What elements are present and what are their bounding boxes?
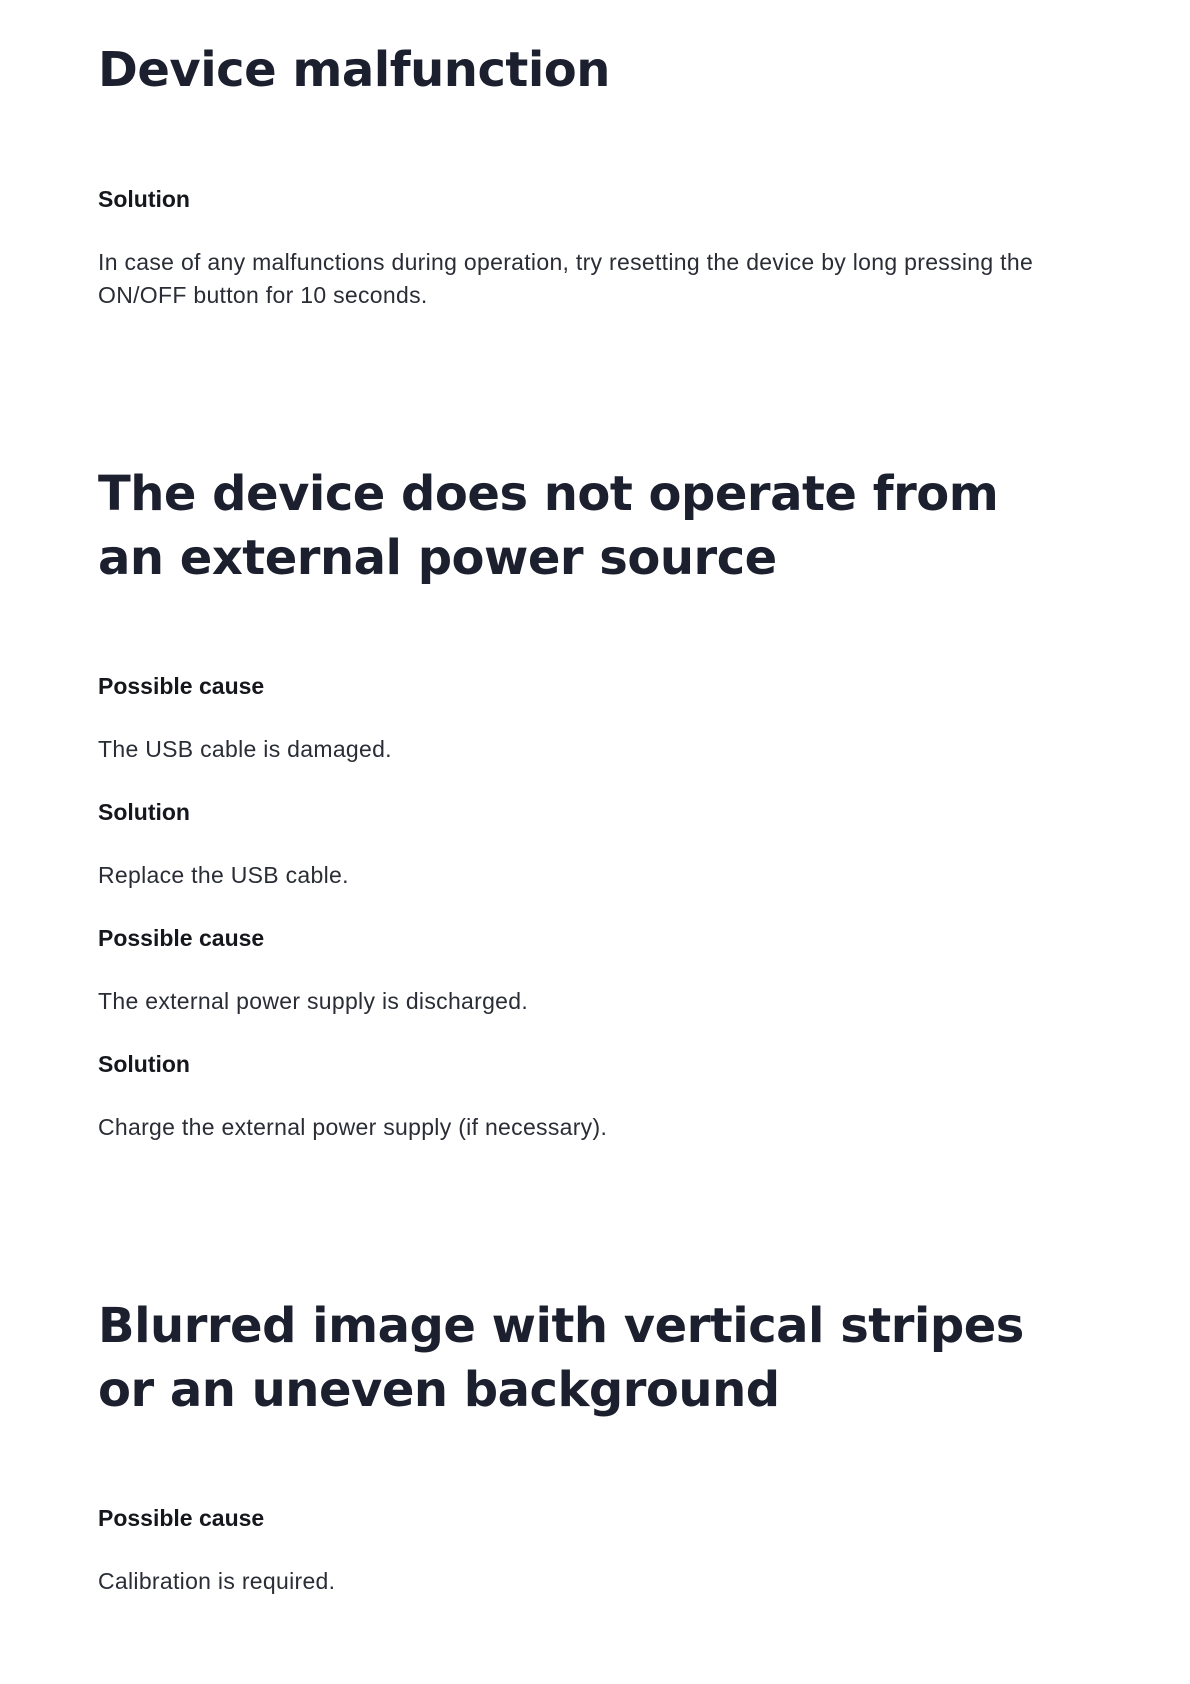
section-heading-no-external-power: The device does not operate from an external power source	[98, 466, 999, 586]
possible-cause-label: Possible cause	[98, 673, 265, 699]
possible-cause-text: The external power supply is discharged.	[98, 988, 529, 1014]
solution-text: In case of any malfunctions during operation, try resetting the device by long pressing the ON/OFF button for 10 seconds.	[98, 249, 1034, 308]
solution-text: Replace the USB cable.	[98, 862, 349, 888]
solution-label: Solution	[98, 799, 190, 825]
possible-cause-text: The USB cable is damaged.	[98, 736, 392, 762]
possible-cause-label: Possible cause	[98, 1505, 265, 1531]
solution-text: Charge the external power supply (if necessary).	[98, 1114, 608, 1140]
possible-cause-label: Possible cause	[98, 925, 265, 951]
solution-label: Solution	[98, 1051, 190, 1077]
possible-cause-text: Calibration is required.	[98, 1568, 336, 1594]
section-heading-blurred-image: Blurred image with vertical stripes or an uneven background	[98, 1298, 1024, 1418]
section-heading-device-malfunction: Device malfunction	[98, 42, 610, 98]
solution-label: Solution	[98, 186, 190, 212]
